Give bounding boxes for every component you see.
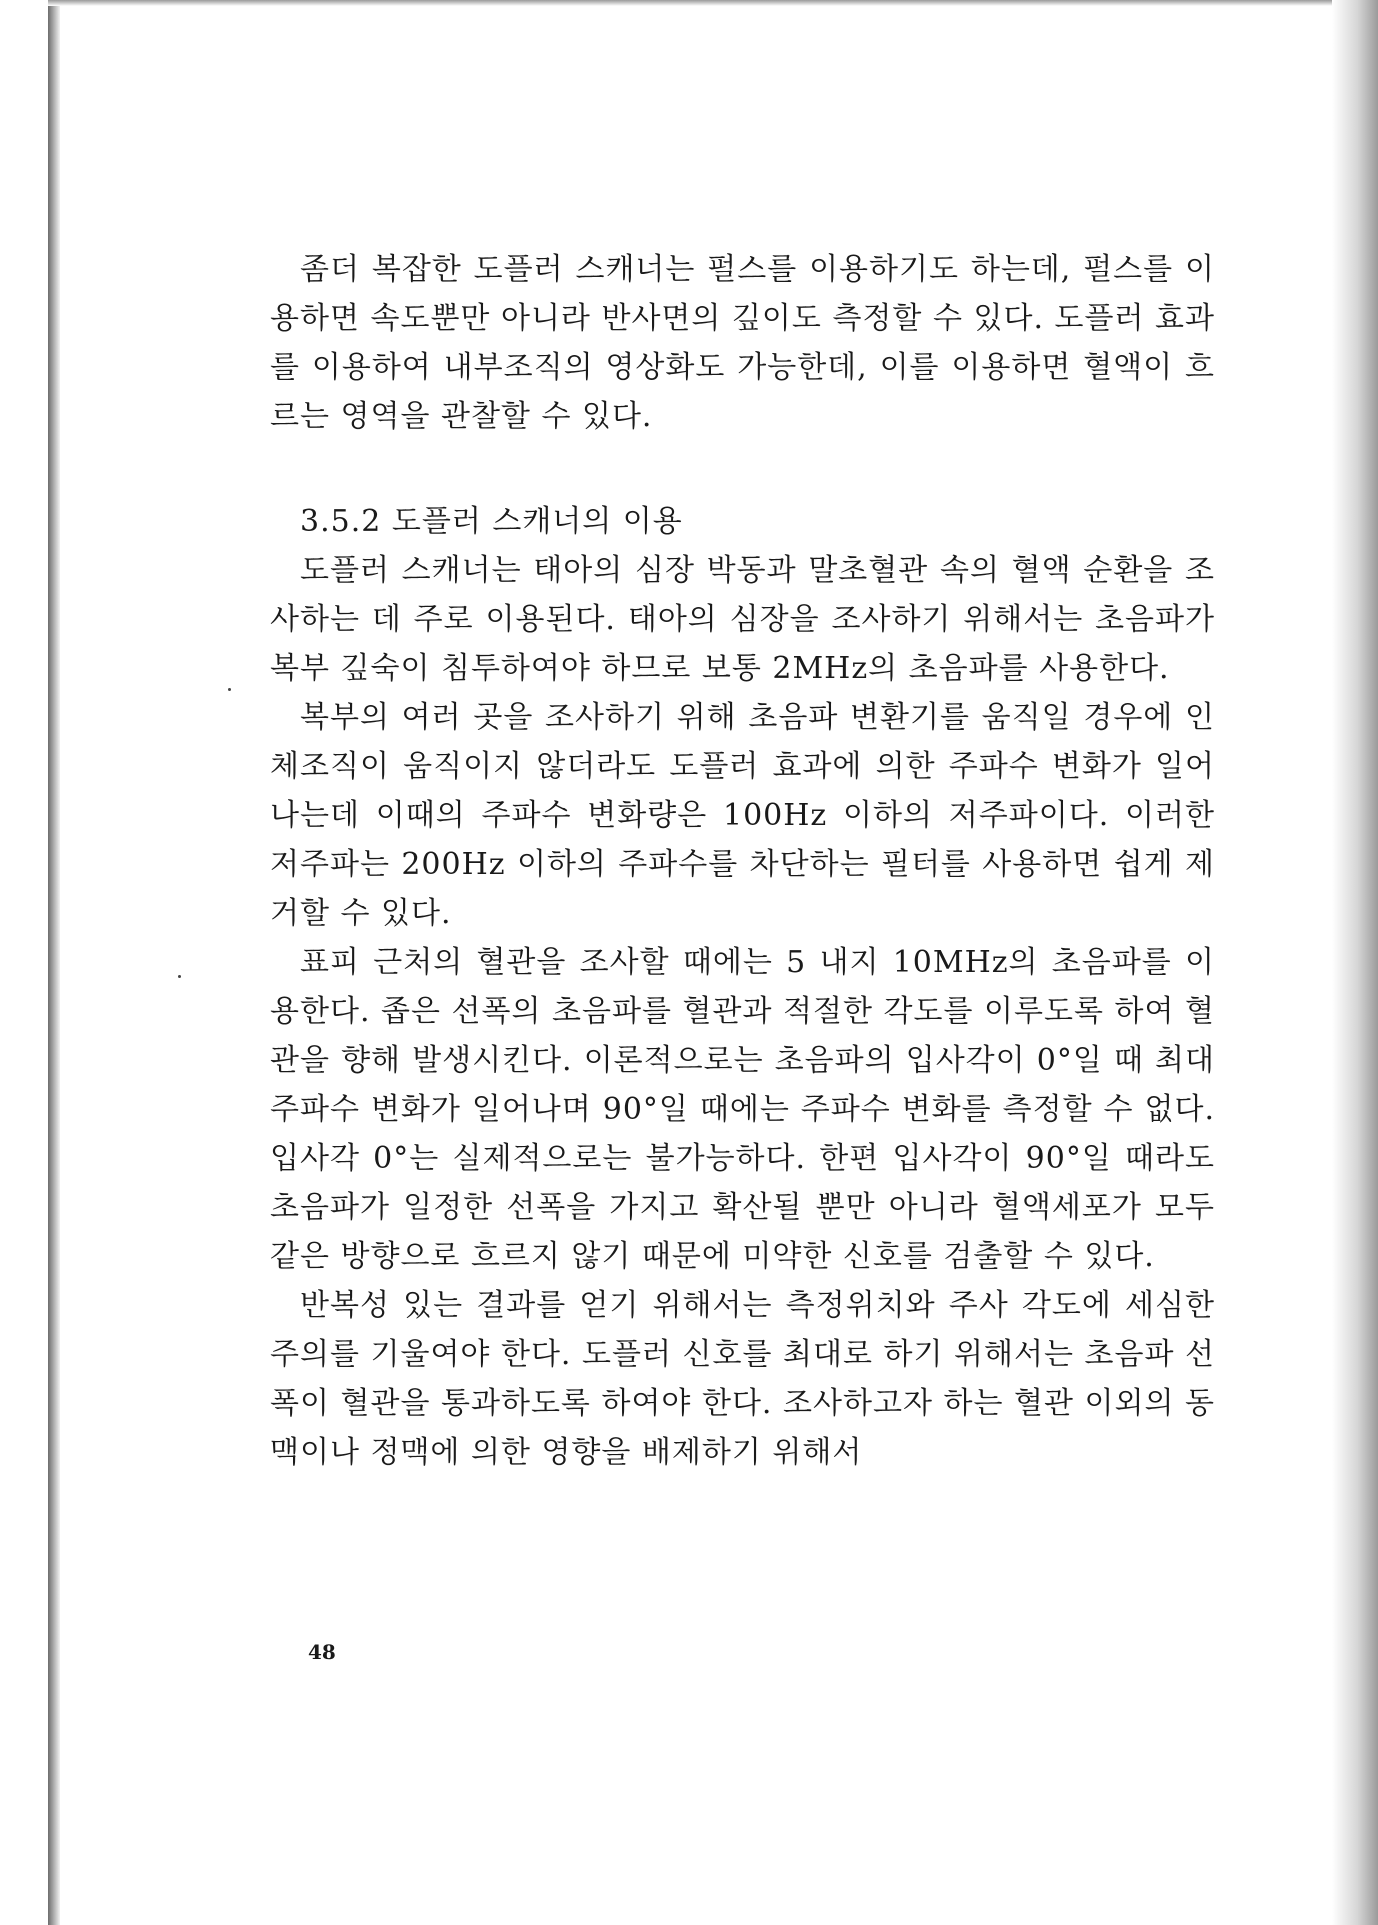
- section-heading: 3.5.2 도플러 스캐너의 이용: [300, 504, 683, 539]
- page-left-edge-shadow: [48, 0, 60, 1925]
- body-paragraph-1: 도플러 스캐너는 태아의 심장 박동과 말초혈관 속의 혈액 순환을 조사하는 데 주로 이용된다. 태아의 심장을 조사하기 위해서는 초음파가 복부 깊숙이 침투하여야 하므로 보통 2MHz의 초음파를 사용한다.: [270, 553, 1215, 686]
- body-paragraph-2: 복부의 여러 곳을 조사하기 위해 초음파 변환기를 움직일 경우에 인체조직이 움직이지 않더라도 도플러 효과에 의한 주파수 변화가 일어나는데 이때의 주파수 변화량은 100Hz 이하의 저주파이다. 이러한 저주파는 200Hz 이하의 주파수를 차단하는 필터를 사용하면 쉽게 제거할 수 있다.: [270, 700, 1215, 931]
- scan-speck: [178, 975, 181, 978]
- page-right-edge-shadow: [1332, 0, 1378, 1925]
- intro-paragraph: 좀더 복잡한 도플러 스캐너는 펄스를 이용하기도 하는데, 펄스를 이용하면 속도뿐만 아니라 반사면의 깊이도 측정할 수 있다. 도플러 효과를 이용하여 내부조직의 영상화도 가능한데, 이를 이용하면 혈액이 흐르는 영역을 관찰할 수 있다.: [270, 252, 1215, 434]
- page-top-edge-shadow: [48, 0, 1348, 6]
- body-paragraph-4: 반복성 있는 결과를 얻기 위해서는 측정위치와 주사 각도에 세심한 주의를 기울여야 한다. 도플러 신호를 최대로 하기 위해서는 초음파 선폭이 혈관을 통과하도록 하여야 한다. 조사하고자 하는 혈관 이외의 동맥이나 정맥에 의한 영향을 배제하기 위해서: [270, 1288, 1215, 1470]
- scan-speck: [228, 688, 231, 691]
- page-body: [270, 245, 1215, 1477]
- body-paragraph-3: 표피 근처의 혈관을 조사할 때에는 5 내지 10MHz의 초음파를 이용한다. 좁은 선폭의 초음파를 혈관과 적절한 각도를 이루도록 하여 혈관을 향해 발생시킨다. 이론적으로는 초음파의 입사각이 0°일 때 최대 주파수 변화가 일어나며 90°일 때에는 주파수 변화를 측정할 수 없다. 입사각 0°는 실제적으로는 불가능하다. 한편 입사각이 90°일 때라도 초음파가 일정한 선폭을 가지고 확산될 뿐만 아니라 혈액세포가 모두 같은 방향으로 흐르지 않기 때문에 미약한 신호를 검출할 수 있다.: [270, 945, 1215, 1274]
- page-number: 48: [308, 1640, 336, 1664]
